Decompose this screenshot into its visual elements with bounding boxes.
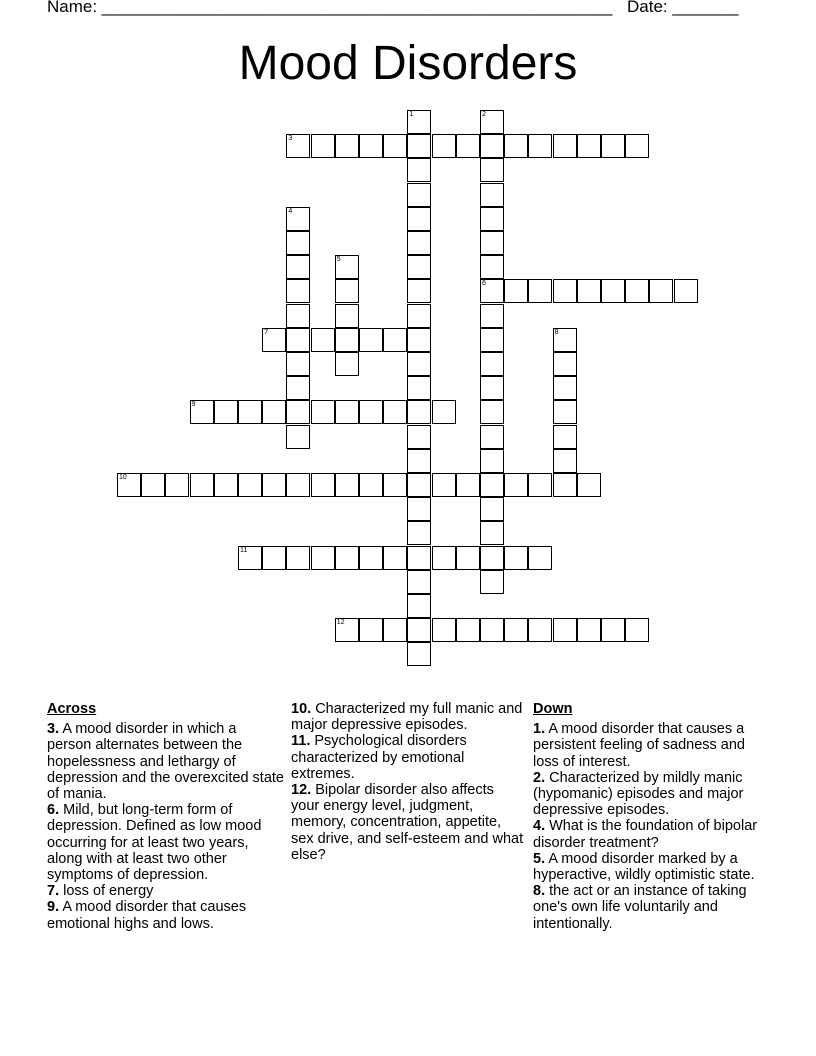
clue-number: 8. <box>533 883 546 900</box>
clue-number: 9. <box>47 899 60 916</box>
cell-number: 7 <box>264 328 269 336</box>
grid-cell[interactable] <box>432 546 456 570</box>
across-heading: Across <box>47 701 97 717</box>
grid-cell[interactable] <box>383 400 407 424</box>
grid-cell[interactable] <box>286 546 310 570</box>
grid-cell[interactable] <box>553 449 577 473</box>
grid-cell[interactable] <box>480 134 504 158</box>
grid-cell[interactable] <box>335 618 359 642</box>
cell-number: 6 <box>482 280 486 288</box>
grid-cell[interactable] <box>577 618 601 642</box>
clue-number: 10. <box>291 701 312 717</box>
grid-cell[interactable] <box>432 473 456 497</box>
grid-cell[interactable] <box>286 231 310 255</box>
name-field-line: Name: ______________________________________________________ <box>47 0 613 16</box>
cell-number: 10 <box>119 474 127 481</box>
grid-cell[interactable] <box>238 546 262 570</box>
across-clue-9 <box>47 899 284 931</box>
grid-cell[interactable] <box>407 497 431 521</box>
clue-text: A mood disorder marked by a hyperactive, wildly optimistic state. <box>533 850 755 884</box>
grid-cell[interactable] <box>286 425 310 449</box>
grid-cell[interactable] <box>456 134 480 158</box>
grid-cell[interactable] <box>456 618 480 642</box>
grid-cell[interactable] <box>601 134 625 158</box>
grid-cell[interactable] <box>480 207 504 231</box>
across-clue-3 <box>47 721 284 802</box>
grid-cell[interactable] <box>456 473 480 497</box>
grid-cell[interactable] <box>432 134 456 158</box>
clue-number: 11. <box>291 733 311 750</box>
grid-cell[interactable] <box>335 328 359 352</box>
grid-cell[interactable] <box>165 473 189 497</box>
grid-cell[interactable] <box>238 473 262 497</box>
grid-cell[interactable] <box>432 400 456 424</box>
cell-number: 9 <box>191 401 196 409</box>
grid-cell[interactable] <box>504 546 528 570</box>
grid-cell[interactable] <box>480 110 504 134</box>
grid-cell[interactable] <box>625 618 649 642</box>
down-heading: Down <box>533 701 573 717</box>
grid-cell[interactable] <box>335 304 359 328</box>
grid-cell[interactable] <box>480 183 504 207</box>
clue-number: 12. <box>291 782 312 799</box>
grid-cell[interactable] <box>286 304 310 328</box>
clue-number: 1. <box>533 721 546 738</box>
across-clue-12 <box>291 782 526 863</box>
grid-cell[interactable] <box>674 279 698 303</box>
grid-cell[interactable] <box>480 618 504 642</box>
grid-cell[interactable] <box>480 570 504 594</box>
grid-cell[interactable] <box>190 473 214 497</box>
across-clue-7 <box>47 883 284 899</box>
cell-number: 2 <box>482 111 486 118</box>
grid-cell[interactable] <box>311 546 335 570</box>
grid-cell[interactable] <box>407 521 431 545</box>
grid-cell[interactable] <box>480 328 504 352</box>
grid-cell[interactable] <box>480 473 504 497</box>
across-clue-6 <box>47 802 284 883</box>
grid-cell[interactable] <box>553 279 577 303</box>
grid-cell[interactable] <box>480 400 504 424</box>
grid-cell[interactable] <box>359 546 383 570</box>
grid-cell[interactable] <box>286 473 310 497</box>
grid-cell[interactable] <box>553 425 577 449</box>
clue-number: 4. <box>533 818 546 835</box>
clue-text: A mood disorder in which a person alternates between the hopelessness and lethargy of depression and the overexcited state of mania. <box>47 721 284 803</box>
grid-cell[interactable] <box>311 134 335 158</box>
grid-cell[interactable] <box>383 473 407 497</box>
grid-cell[interactable] <box>407 255 431 279</box>
grid-cell[interactable] <box>286 255 310 279</box>
grid-cell[interactable] <box>407 594 431 618</box>
grid-cell[interactable] <box>407 546 431 570</box>
grid-cell[interactable] <box>214 473 238 497</box>
grid-cell[interactable] <box>383 134 407 158</box>
grid-cell[interactable] <box>286 134 310 158</box>
grid-cell[interactable] <box>383 328 407 352</box>
grid-cell[interactable] <box>407 618 431 642</box>
cell-number: 11 <box>240 546 248 554</box>
clue-number: 6. <box>47 802 60 819</box>
grid-cell[interactable] <box>625 279 649 303</box>
clue-text: loss of energy <box>63 883 154 900</box>
grid-cell[interactable] <box>407 400 431 424</box>
grid-cell[interactable] <box>407 134 431 158</box>
grid-cell[interactable] <box>407 642 431 666</box>
grid-cell[interactable] <box>553 618 577 642</box>
grid-cell[interactable] <box>359 473 383 497</box>
grid-cell[interactable] <box>480 279 504 303</box>
grid-cell[interactable] <box>407 158 431 182</box>
grid-cell[interactable] <box>383 618 407 642</box>
clue-text: A mood disorder that causes emotional highs and lows. <box>47 899 247 932</box>
grid-cell[interactable] <box>335 279 359 303</box>
grid-cell[interactable] <box>335 134 359 158</box>
grid-cell[interactable] <box>480 255 504 279</box>
grid-cell[interactable] <box>286 328 310 352</box>
grid-cell[interactable] <box>407 352 431 376</box>
clue-number: 7. <box>47 883 60 900</box>
grid-cell[interactable] <box>262 473 286 497</box>
grid-cell[interactable] <box>480 376 504 400</box>
grid-cell[interactable] <box>335 400 359 424</box>
grid-cell[interactable] <box>504 134 528 158</box>
grid-cell[interactable] <box>480 304 504 328</box>
grid-cell[interactable] <box>480 546 504 570</box>
grid-cell[interactable] <box>553 376 577 400</box>
clue-number: 2. <box>533 769 546 786</box>
grid-cell[interactable] <box>432 618 456 642</box>
grid-cell[interactable] <box>553 473 577 497</box>
clue-text: Characterized my full manic and major depressive episodes. <box>291 701 523 734</box>
cell-number: 1 <box>409 111 414 118</box>
grid-cell[interactable] <box>601 618 625 642</box>
grid-cell[interactable] <box>117 473 141 497</box>
grid-cell[interactable] <box>335 352 359 376</box>
grid-cell[interactable] <box>335 255 359 279</box>
grid-cell[interactable] <box>359 618 383 642</box>
grid-cell[interactable] <box>359 134 383 158</box>
grid-cell[interactable] <box>649 279 673 303</box>
grid-cell[interactable] <box>504 279 528 303</box>
clue-text: What is the foundation of bipolar disorder treatment? <box>533 818 758 851</box>
grid-cell[interactable] <box>141 473 165 497</box>
down-clues-column <box>533 701 768 932</box>
clue-number: 3. <box>47 721 60 738</box>
grid-cell[interactable] <box>480 497 504 521</box>
down-clue-4 <box>533 818 768 850</box>
grid-cell[interactable] <box>577 473 601 497</box>
clue-text: Mild, but long-term form of depression. Defined as low mood occurring for at least two years, along with at least two other symptoms of depression. <box>47 802 262 884</box>
grid-cell[interactable] <box>480 521 504 545</box>
grid-cell[interactable] <box>407 449 431 473</box>
across-clue-11 <box>291 733 526 782</box>
grid-cell[interactable] <box>528 134 552 158</box>
grid-cell[interactable] <box>407 376 431 400</box>
down-clue-5 <box>533 851 768 883</box>
grid-cell[interactable] <box>286 352 310 376</box>
grid-cell[interactable] <box>480 425 504 449</box>
cell-number: 3 <box>288 135 293 143</box>
grid-cell[interactable] <box>407 473 431 497</box>
clue-text: Bipolar disorder also affects your energy level, judgment, memory, concentration, appetite, sex drive, and self-esteem and what else? <box>291 782 524 863</box>
grid-cell[interactable] <box>601 279 625 303</box>
grid-cell[interactable] <box>528 279 552 303</box>
grid-cell[interactable] <box>311 400 335 424</box>
grid-cell[interactable] <box>286 207 310 231</box>
page-title: Mood Disorders <box>238 37 578 90</box>
grid-cell[interactable] <box>480 158 504 182</box>
grid-cell[interactable] <box>528 546 552 570</box>
grid-cell[interactable] <box>335 546 359 570</box>
clue-text: Characterized by mildly manic (hypomanic) episodes and major depressive episodes. <box>533 769 744 819</box>
grid-cell[interactable] <box>407 110 431 134</box>
clue-text: the act or an instance of taking one's own life voluntarily and intentionally. <box>533 883 747 932</box>
grid-cell[interactable] <box>407 570 431 594</box>
clue-text: Psychological disorders characterized by emotional extremes. <box>291 733 467 782</box>
across-clue-10 <box>291 701 526 733</box>
grid-cell[interactable] <box>383 546 407 570</box>
grid-cell[interactable] <box>214 400 238 424</box>
grid-cell[interactable] <box>456 546 480 570</box>
grid-cell[interactable] <box>407 425 431 449</box>
grid-cell[interactable] <box>553 328 577 352</box>
grid-cell[interactable] <box>504 473 528 497</box>
grid-cell[interactable] <box>311 473 335 497</box>
grid-cell[interactable] <box>359 400 383 424</box>
grid-cell[interactable] <box>625 134 649 158</box>
grid-cell[interactable] <box>407 328 431 352</box>
cell-number: 8 <box>554 328 559 336</box>
across-clues-column <box>47 701 284 932</box>
grid-cell[interactable] <box>262 328 286 352</box>
grid-cell[interactable] <box>504 618 528 642</box>
grid-cell[interactable] <box>359 328 383 352</box>
clue-text: A mood disorder that causes a persistent feeling of sadness and loss of interest. <box>533 721 745 770</box>
grid-cell[interactable] <box>407 207 431 231</box>
grid-cell[interactable] <box>553 400 577 424</box>
grid-cell[interactable] <box>528 473 552 497</box>
grid-cell[interactable] <box>407 279 431 303</box>
grid-cell[interactable] <box>286 376 310 400</box>
grid-cell[interactable] <box>480 449 504 473</box>
grid-cell[interactable] <box>407 231 431 255</box>
grid-cell[interactable] <box>577 279 601 303</box>
grid-cell[interactable] <box>286 400 310 424</box>
grid-cell[interactable] <box>407 304 431 328</box>
date-field-line: Date: _______ <box>627 0 739 16</box>
cell-number: 5 <box>336 256 341 264</box>
grid-cell[interactable] <box>311 328 335 352</box>
grid-cell[interactable] <box>190 400 214 424</box>
cell-number: 12 <box>336 619 345 627</box>
grid-cell[interactable] <box>577 134 601 158</box>
grid-cell[interactable] <box>238 400 262 424</box>
grid-cell[interactable] <box>553 352 577 376</box>
cell-number: 4 <box>288 207 293 215</box>
across-clues-column-continued <box>291 701 526 863</box>
down-clue-8 <box>533 883 768 932</box>
grid-cell[interactable] <box>528 618 552 642</box>
grid-cell[interactable] <box>335 473 359 497</box>
grid-cell[interactable] <box>553 134 577 158</box>
grid-cell[interactable] <box>480 231 504 255</box>
down-clue-1 <box>533 721 768 770</box>
clue-number: 5. <box>533 850 546 867</box>
grid-cell[interactable] <box>262 546 286 570</box>
grid-cell[interactable] <box>407 183 431 207</box>
grid-cell[interactable] <box>262 400 286 424</box>
grid-cell[interactable] <box>286 279 310 303</box>
down-clue-2 <box>533 770 768 819</box>
grid-cell[interactable] <box>480 352 504 376</box>
